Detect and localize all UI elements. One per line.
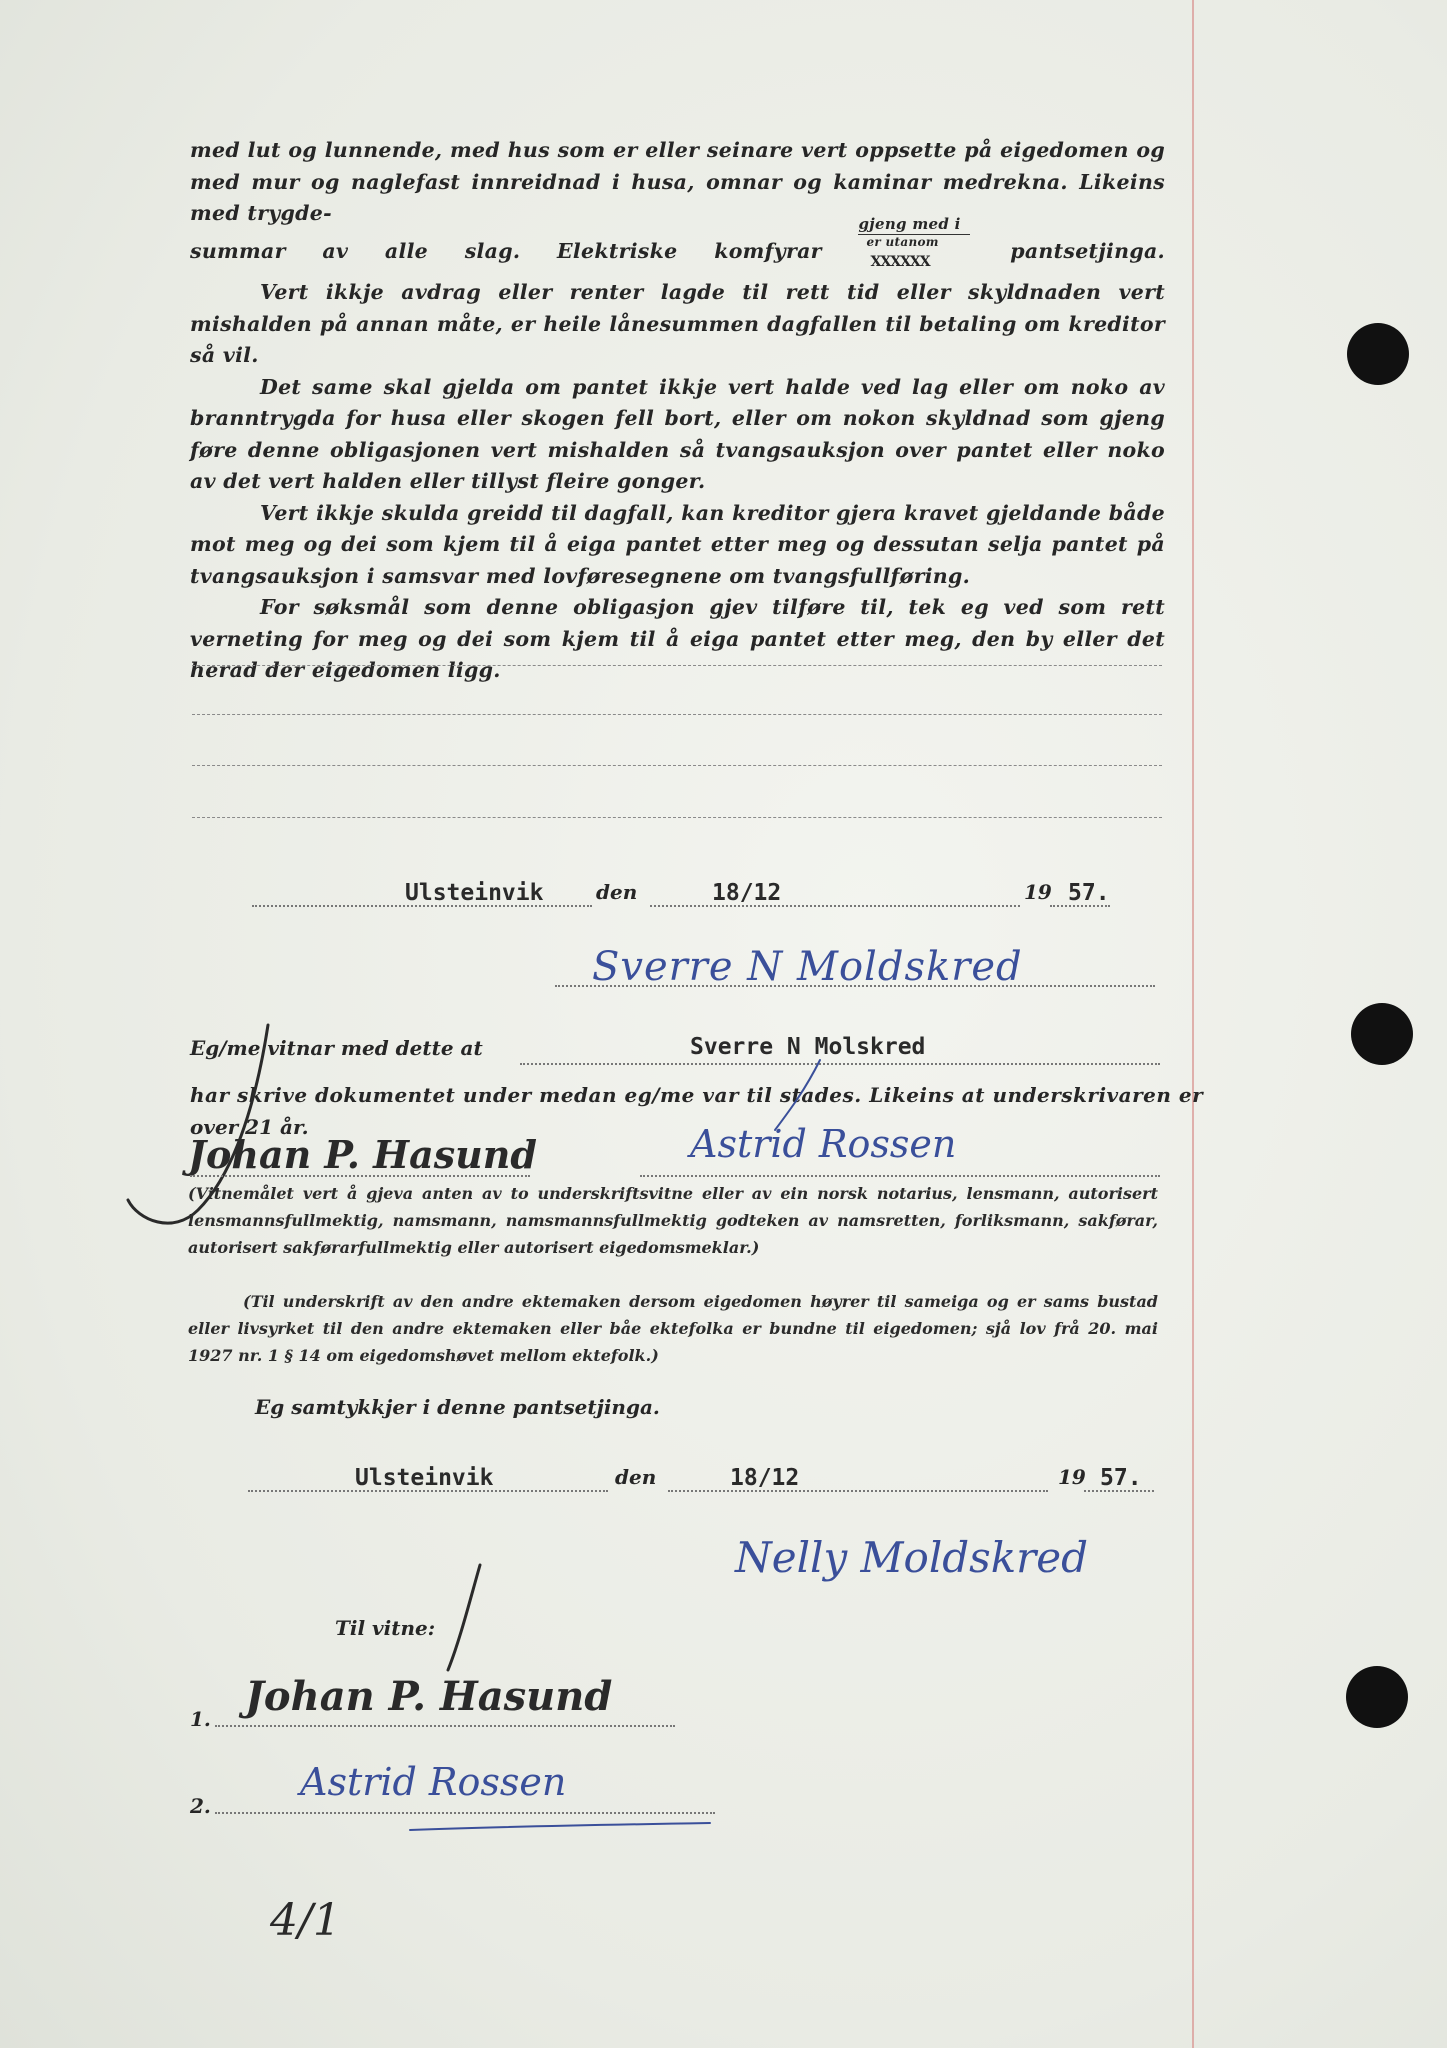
svg-text:Astrid Rossen: Astrid Rossen (690, 1122, 957, 1166)
svg-text:4/1: 4/1 (270, 1895, 341, 1946)
komfyr-choice (858, 214, 973, 270)
svg-text:Astrid Rossen: Astrid Rossen (300, 1760, 567, 1804)
paragraph-4: Vert ikkje skulda greidd til dagfall, kan kreditor gjera kravet gjeldande både mot meg og dei som kjem til å eiga pantet etter meg og dessutan selja pantet på tvangsauksjon i samsvar med lovføresegnene om tvangsfullføring. (190, 500, 1165, 588)
date-line-1-year: 57. (1068, 880, 1110, 906)
date-line-1-place: Ulsteinvik (405, 880, 544, 906)
witness-line-3: over 21 år. (190, 1115, 309, 1139)
paragraph-2: Vert ikkje avdrag eller renter lagde til rett tid eller skyldnaden vert mishalden på annan måte, er heile lånesummen dagfallen til betaling om kreditor så vil. (190, 280, 1165, 367)
paragraph-1-last-line (190, 214, 1165, 270)
date-line-2-year: 57. (1100, 1465, 1142, 1491)
choice-strikeout: XXXXXX (870, 253, 930, 270)
witness-typed-name: Sverre N Molskred (690, 1034, 926, 1060)
date-line-2-year-prefix: 19 (1058, 1465, 1086, 1489)
date-line-1-den: den (596, 880, 638, 904)
til-vitne-signature-2 (290, 1735, 730, 1845)
punch-hole-top (1347, 323, 1409, 385)
choice-option-excluded: er utanom (866, 234, 939, 249)
witness-left-rule (190, 1175, 530, 1177)
margin-handwritten-note (265, 1880, 385, 1960)
punch-hole-middle (1351, 1003, 1413, 1065)
date-line-1-date: 18/12 (712, 880, 782, 906)
choice-option-included: gjeng med i (858, 214, 961, 233)
date-line-2-date: 18/12 (730, 1465, 800, 1491)
witness-line-2: har skrive dokumentet under medan eg/me var til stades. Likeins at underskrivaren er (190, 1083, 1204, 1107)
paragraph-3: Det same skal gjelda om pantet ikkje vert halde ved lag eller om noko av branntrygda for husa eller skogen fell bort, eller om nokon skyldnad som gjeng føre denne obligasjonen vert mishalden så tvangsauksjon over pantet eller noko av det vert halden eller tillyst fleire gonger. (190, 374, 1165, 493)
paragraph-1-last-b: pantsetjinga. (1010, 238, 1165, 263)
date-line-1-date-rule (650, 905, 1020, 907)
obligation-body-text (190, 135, 1165, 687)
paragraph-5: For søksmål som denne obligasjon gjev tilføre til, tek eg ved som rett verneting for meg og dei som kjem til å eiga pantet etter meg, den by eller det herad der eigedomen ligg. (190, 595, 1165, 682)
til-vitne-signature-1 (225, 1630, 685, 1730)
witness-number-2: 2. (190, 1794, 211, 1818)
witness-note: (Vitnemålet vert å gjeva anten av to underskriftsvitne eller av ein norsk notarius, lensmann, autorisert lensmannsfullmektig, namsmann, namsmannsfullmektig godteken av namsretten, forliksmann, sakførar, autorisert sakførarfullmektig eller autorisert eigedomsmeklar.) (188, 1184, 1158, 1257)
svg-text:Johan P. Hasund: Johan P. Hasund (188, 1132, 537, 1177)
consent-line: Eg samtykkjer i denne pantsetjinga. (255, 1395, 660, 1419)
date-line-2-date-rule (668, 1490, 1048, 1492)
til-vitne-label: Til vitne: (335, 1616, 436, 1640)
paragraph-1-last-a: summar av alle slag. Elektriske komfyrar (190, 238, 822, 263)
date-line-2-den: den (615, 1465, 657, 1489)
blank-line-2 (192, 714, 1162, 715)
witness-right-rule (640, 1175, 1160, 1177)
witness-signature-right (680, 1060, 1160, 1180)
signature-nelly-moldskred (725, 1520, 1165, 1590)
date-line-2-place: Ulsteinvik (355, 1465, 494, 1491)
svg-text:Sverre N Moldskred: Sverre N Moldskred (592, 944, 1023, 990)
blank-line-4 (192, 817, 1162, 818)
blank-line-3 (192, 765, 1162, 766)
blank-line-1 (192, 665, 1162, 666)
paragraph-1: med lut og lunnende, med hus som er eller seinare vert oppsette på eigedomen og med mur og naglefast innreidnad i husa, omnar og kaminar medrekna. Likeins med trygde- (190, 138, 1165, 225)
signature-sverre-moldskred (590, 935, 1023, 995)
witness-number-1: 1. (190, 1707, 211, 1731)
witness-line-1: Eg/me vitnar med dette at (190, 1036, 483, 1060)
svg-text:Johan P. Hasund: Johan P. Hasund (245, 1673, 613, 1720)
margin-rule (1192, 0, 1194, 2048)
date-line-1-year-prefix: 19 (1024, 880, 1052, 904)
spouse-note: (Til underskrift av den andre ektemaken dersom eigedomen høyrer til sameiga og er sams bustad eller livsyrket til den andre ektemaken eller båe ektefolka er bundne til eigedomen; sjå lov frå 20. mai 1927 nr. 1 § 14 om eigedomshøvet mellom ektefolk.) (188, 1292, 1158, 1365)
svg-text:Nelly Moldskred: Nelly Moldskred (735, 1533, 1088, 1582)
punch-hole-bottom (1346, 1666, 1408, 1728)
